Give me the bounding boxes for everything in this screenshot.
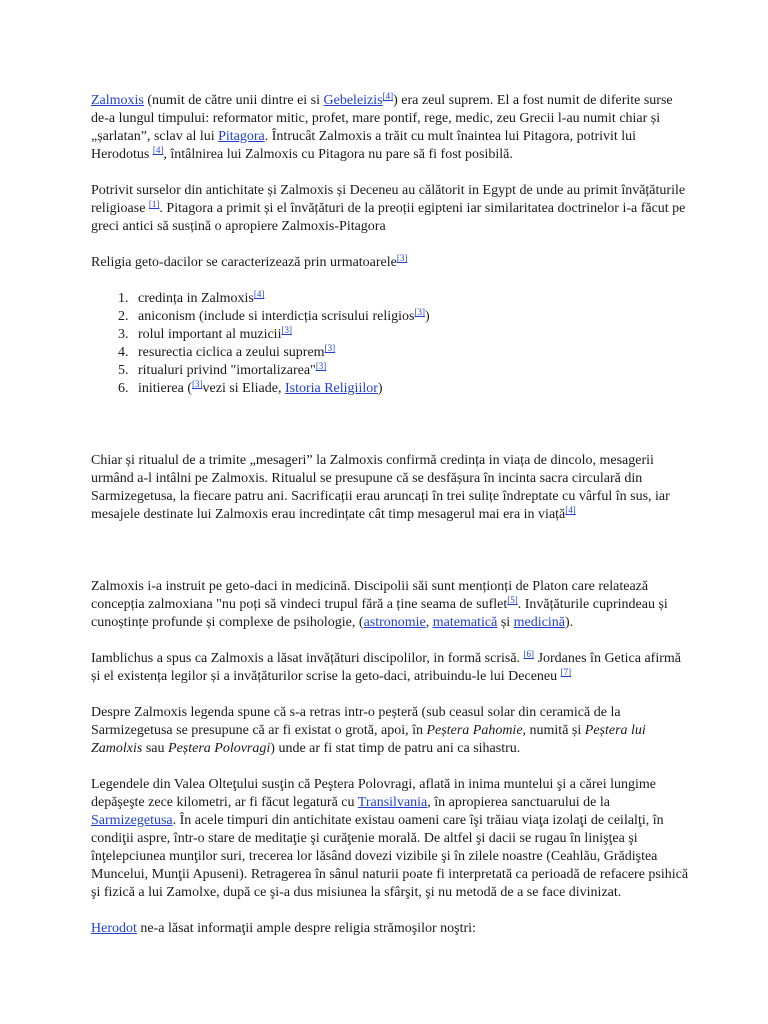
text: Jordanes în Getica afirmă și el existența legilor și a invățăturilor scrise la geto-daci, atribuindu-le lui Deceneu bbox=[91, 651, 682, 684]
text: aniconism (include si interdicția scrisului religios bbox=[138, 309, 415, 324]
text: Iamblichus a spus ca Zalmoxis a lăsat invățături discipolilor, in formă scrisă. bbox=[91, 651, 524, 666]
italic-text: Peștera Polovragi bbox=[168, 741, 271, 756]
footnote-ref[interactable]: [3] bbox=[315, 361, 327, 371]
text: ) bbox=[424, 309, 430, 324]
paragraph-cave-legend bbox=[91, 704, 691, 758]
footnote-ref[interactable]: [3] bbox=[396, 253, 408, 263]
text: . Pitagora a primit și el învățături de la preoții egipteni iar similaritatea doctrinelor i-a făcut pe greci antici să susțină o apropiere Zalmoxis-Pitagora bbox=[91, 201, 686, 234]
text: Religia geto-dacilor se caracterizează prin urmatoarele bbox=[91, 255, 397, 270]
text: resurectia ciclica a zeului suprem bbox=[138, 345, 325, 360]
text: Despre Zalmoxis legenda spune că s-a retras intr-o peșteră (sub ceasul solar din ceramică de la Sarmizegetusa se presupune că ar fi existat o grotă, apoi, în bbox=[91, 705, 621, 738]
italic-text: Peștera Pahomie bbox=[426, 723, 523, 738]
text: Chiar și ritualul de a trimite „mesageri” la Zalmoxis confirmă credința in viața de dincolo, mesagerii urmând a-l intâlni pe Zalmoxis. Ritualul se presupune că se desfășura în incinta sacra circulară din Sarmizegetusa, la fiecare patru ani. Sacrificații erau aruncați în trei sulițe îndreptate cu vârful în sus, iar mesajele destinate lui Zalmoxis erau incredințate cât timp mesagerul mai era in viață bbox=[91, 453, 670, 522]
link-zalmoxis[interactable]: Zalmoxis bbox=[91, 93, 144, 108]
paragraph-herodot bbox=[91, 920, 691, 938]
list-item bbox=[132, 380, 691, 398]
paragraph-religion-intro bbox=[91, 254, 691, 272]
text: . Invățăturile cuprindeau și cunoștințe profunde și complexe de psihologie, ( bbox=[91, 597, 668, 630]
text: rolul important al muzicii bbox=[138, 327, 282, 342]
text: ) era zeul suprem. El a fost numit de diferite surse de-a lungul timpului: reformator mitic, profet, mare pontif, rege, medic, zeu Grecii l-au numit chiar și „șarlatan”, sclav al lui bbox=[91, 93, 673, 144]
text: vezi si Eliade, bbox=[202, 381, 285, 396]
footnote-ref[interactable]: [4] bbox=[565, 505, 576, 515]
footnote-ref[interactable]: [5] bbox=[507, 595, 518, 605]
list-item bbox=[132, 362, 691, 380]
text: ritualuri privind "imortalizarea" bbox=[138, 363, 316, 378]
text: . Întrucât Zalmoxis a trăit cu mult înaintea lui Pitagora, potrivit lui Herodotus bbox=[91, 129, 637, 162]
text: ) bbox=[377, 381, 383, 396]
link-sarmizegetusa[interactable]: Sarmizegetusa bbox=[91, 813, 173, 828]
text: Zalmoxis i-a instruit pe geto-daci in medicină. Discipolii săi sunt menționți de Platon care relatează concepția zalmoxiana "nu poți să vindeci trupul fără a ține seama de suflet bbox=[91, 579, 649, 612]
text: , întâlnirea lui Zalmoxis cu Pitagora nu pare să fi fost posibilă. bbox=[163, 147, 513, 162]
list-item bbox=[132, 290, 691, 308]
list-item bbox=[132, 308, 691, 326]
text: , bbox=[425, 615, 433, 630]
link-pitagora[interactable]: Pitagora bbox=[218, 129, 265, 144]
link-astronomie[interactable]: astronomie bbox=[363, 615, 426, 630]
footnote-ref[interactable]: [3] bbox=[414, 307, 425, 317]
link-medicina[interactable]: medicină bbox=[513, 615, 565, 630]
footnote-ref[interactable]: [4] bbox=[253, 289, 265, 299]
footnote-ref[interactable]: [1] bbox=[148, 199, 160, 209]
list-item bbox=[132, 326, 691, 344]
link-gebeleizis[interactable]: Gebeleizis bbox=[323, 93, 383, 108]
footnote-ref[interactable]: [3] bbox=[192, 379, 203, 389]
paragraph-medicine bbox=[91, 578, 691, 632]
footnote-ref[interactable]: [6] bbox=[523, 649, 535, 659]
text: ) unde ar fi stat timp de patru ani ca sihastru. bbox=[270, 741, 521, 756]
text: credința in Zalmoxis bbox=[138, 291, 254, 306]
text: Legendele din Valea Olteţului susţin că Peştera Polovragi, aflată in inima muntelui şi a cărei lungime depăşeşte zece kilometri, ar fi făcut legatură cu bbox=[91, 777, 657, 810]
list-item bbox=[132, 344, 691, 362]
text: ne-a lăsat informaţii ample despre religia strămoşilor noştri: bbox=[136, 921, 476, 936]
link-transilvania[interactable]: Transilvania bbox=[357, 795, 428, 810]
paragraph-sources bbox=[91, 182, 691, 236]
text: (numit de către unii dintre ei si bbox=[143, 93, 324, 108]
text: initierea ( bbox=[138, 381, 193, 396]
footnote-ref[interactable]: [7] bbox=[560, 667, 572, 677]
link-matematica[interactable]: matematică bbox=[432, 615, 498, 630]
italic-text: Peștera lui Zamolxis bbox=[91, 723, 646, 756]
paragraph-intro bbox=[91, 92, 691, 164]
text: Potrivit surselor din antichitate și Zalmoxis și Deceneu au călătorit in Egypt de unde au primit învățăturile religioase bbox=[91, 183, 686, 216]
text: ). bbox=[564, 615, 574, 630]
paragraph-iamblichus bbox=[91, 650, 691, 686]
footnote-ref[interactable]: [4] bbox=[382, 91, 394, 101]
text: , în apropierea sanctuarului de la bbox=[427, 795, 610, 810]
link-herodot[interactable]: Herodot bbox=[91, 921, 137, 936]
text: . În acele timpuri din antichitate existau oameni care îşi trăiau viaţa izolaţi de ceilalţi, în condiţii aspre, într-o stare de meditaţie şi curăţenie morală. De altfel şi dacii se rugau în linişţea şi înţelepciunea munţilor suri, trecerea lor lăsând dovezi vizibile şi în zilele noastre (Ceahlău, Grădiştea Muncelui, Munţii Apuseni). Retragerea în sânul naturii poate fi interpretată ca perioadă de refacere psihică şi fizică a lui Zamolxe, după ce şi-a dus misiunea la sfârşit, şi nu metodă de a se face divinizat. bbox=[91, 813, 689, 900]
footnote-ref[interactable]: [4] bbox=[152, 145, 164, 155]
paragraph-messengers bbox=[91, 452, 691, 524]
footnote-ref[interactable]: [3] bbox=[324, 343, 336, 353]
text: sau bbox=[142, 741, 169, 756]
religion-features-list bbox=[91, 290, 691, 398]
link-istoria-religiilor[interactable]: Istoria Religiilor bbox=[284, 381, 378, 396]
text: și bbox=[497, 615, 514, 630]
footnote-ref[interactable]: [3] bbox=[281, 325, 292, 335]
text: , numită și bbox=[522, 723, 585, 738]
paragraph-olt-valley bbox=[91, 776, 691, 902]
spacer bbox=[91, 416, 691, 452]
document-body bbox=[91, 92, 691, 956]
spacer bbox=[91, 542, 691, 578]
